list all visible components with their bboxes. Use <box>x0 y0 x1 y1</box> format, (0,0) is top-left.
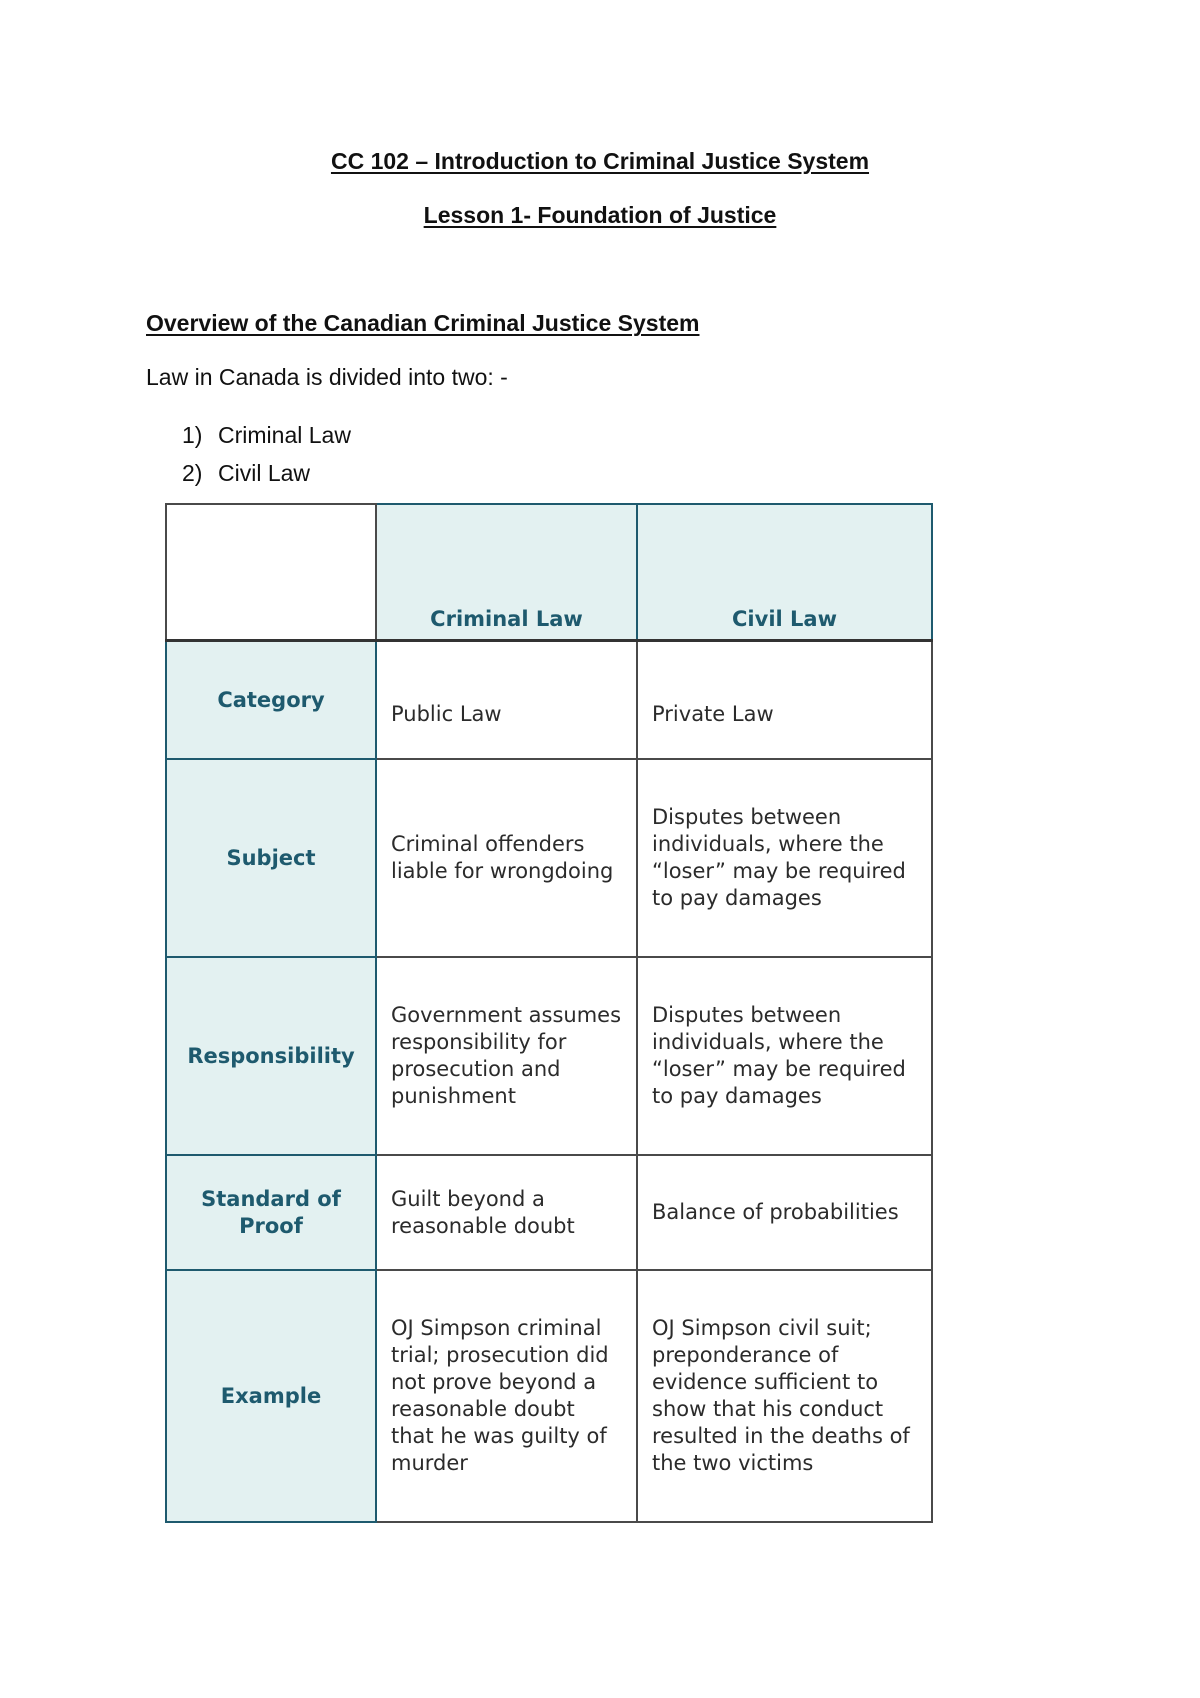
law-comparison-table <box>165 503 933 1523</box>
table-row <box>166 1270 932 1522</box>
table-row <box>166 1155 932 1270</box>
list-item-label: Civil Law <box>218 460 311 486</box>
row-header-category: Category <box>166 641 376 760</box>
section-heading: Overview of the Canadian Criminal Justice System <box>146 310 700 336</box>
table-cell-criminal: Guilt beyond a reasonable doubt <box>376 1155 637 1270</box>
row-header-subject: Subject <box>166 759 376 957</box>
list-item <box>182 416 351 454</box>
table-cell-civil: Private Law <box>637 641 932 760</box>
list-item-number: 1) <box>182 422 203 448</box>
row-header-standard-of-proof: Standard of Proof <box>166 1155 376 1270</box>
table-cell-civil: Disputes between individuals, where the “loser” may be required to pay damages <box>637 957 932 1155</box>
row-header-example: Example <box>166 1270 376 1522</box>
table-row <box>166 759 932 957</box>
table-row <box>166 641 932 760</box>
list-item-number: 2) <box>182 460 203 486</box>
table-header-row <box>166 504 932 641</box>
table-cell-criminal: Criminal offenders liable for wrongdoing <box>376 759 637 957</box>
table-cell-civil: OJ Simpson civil suit; preponderance of evidence sufficient to show that his conduct resulted in the deaths of the two victims <box>637 1270 932 1522</box>
table-cell-criminal: Government assumes responsibility for prosecution and punishment <box>376 957 637 1155</box>
course-title: CC 102 – Introduction to Criminal Justice System <box>330 148 870 174</box>
lesson-title: Lesson 1- Foundation of Justice <box>423 202 777 228</box>
table-row <box>166 957 932 1155</box>
list-item-label: Criminal Law <box>218 422 351 448</box>
list-item <box>182 454 351 492</box>
row-header-responsibility: Responsibility <box>166 957 376 1155</box>
table-cell-civil: Disputes between individuals, where the “loser” may be required to pay damages <box>637 759 932 957</box>
column-header-criminal-law: Criminal Law <box>376 504 637 641</box>
table-cell-civil: Balance of probabilities <box>637 1155 932 1270</box>
table-cell-criminal: Public Law <box>376 641 637 760</box>
law-type-list <box>182 416 351 492</box>
table-cell-criminal: OJ Simpson criminal trial; prosecution did not prove beyond a reasonable doubt that he was guilty of murder <box>376 1270 637 1522</box>
intro-text: Law in Canada is divided into two: - <box>146 364 508 390</box>
table-corner-cell <box>166 504 376 641</box>
column-header-civil-law: Civil Law <box>637 504 932 641</box>
